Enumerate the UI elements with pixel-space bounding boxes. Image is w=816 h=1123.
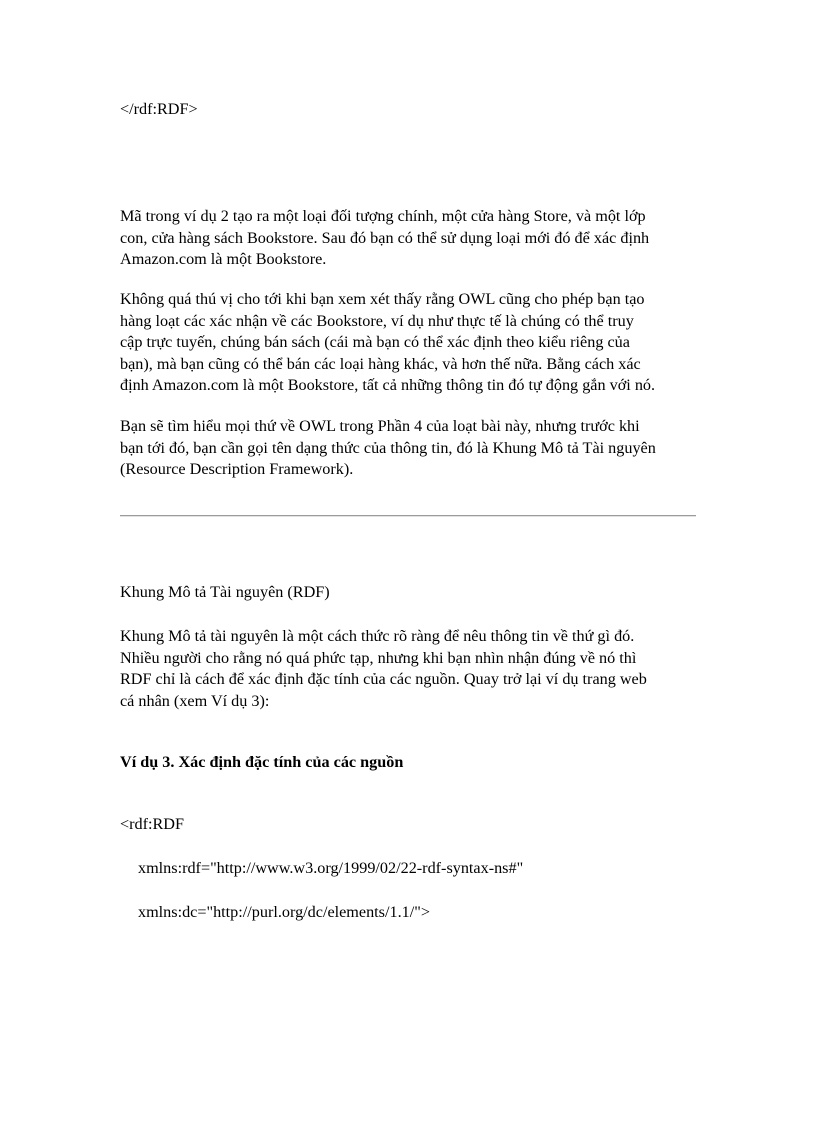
- code-rdf-open-tag: <rdf:RDF: [120, 815, 184, 833]
- paragraph-line: bạn), mà bạn cũng có thể bán các loại hàng khác, và hơn thế nữa. Bằng cách xác: [120, 354, 641, 373]
- paragraph-line: bạn tới đó, bạn cần gọi tên dạng thức của thông tin, đó là Khung Mô tả Tài nguyên: [120, 438, 656, 457]
- example-title: Ví dụ 3. Xác định đặc tính của các nguồn: [120, 753, 404, 771]
- code-xmlns-dc: xmlns:dc="http://purl.org/dc/elements/1.1/">: [138, 903, 430, 921]
- paragraph-line: cá nhân (xem Ví dụ 3):: [120, 691, 270, 710]
- paragraph-line: Nhiều người cho rằng nó quá phức tạp, nhưng khi bạn nhìn nhận đúng về nó thì: [120, 648, 637, 667]
- paragraph-line: Mã trong ví dụ 2 tạo ra một loại đối tượng chính, một cửa hàng Store, và một lớp: [120, 207, 646, 225]
- paragraph-line: cập trực tuyến, chúng bán sách (cái mà bạn có thể xác định theo kiểu riêng của: [120, 333, 630, 351]
- paragraph-line: Amazon.com là một Bookstore.: [120, 250, 327, 268]
- horizontal-rule: [120, 515, 696, 517]
- paragraph-owl-part4: [120, 416, 656, 481]
- section-heading-rdf: Khung Mô tả Tài nguyên (RDF): [120, 583, 330, 601]
- paragraph-line: RDF chỉ là cách để xác định đặc tính của các nguồn. Quay trở lại ví dụ trang web: [120, 670, 647, 688]
- paragraph-line: định Amazon.com là một Bookstore, tất cả những thông tin đó tự động gắn với nó.: [120, 376, 656, 394]
- paragraph-line: hàng loạt các xác nhận về các Bookstore, ví dụ như thực tế là chúng có thể truy: [120, 311, 634, 330]
- rdf-close-tag: </rdf:RDF>: [120, 100, 198, 118]
- paragraph-line: Không quá thú vị cho tới khi bạn xem xét thấy rằng OWL cũng cho phép bạn tạo: [120, 290, 645, 308]
- paragraph-rdf-description: [120, 626, 647, 712]
- paragraph-owl-assertions: [120, 289, 655, 397]
- paragraph-line: Bạn sẽ tìm hiểu mọi thứ về OWL trong Phần 4 của loạt bài này, nhưng trước khi: [120, 417, 640, 435]
- paragraph-line: (Resource Description Framework).: [120, 460, 354, 478]
- paragraph-line: Khung Mô tả tài nguyên là một cách thức rõ ràng để nêu thông tin về thứ gì đó.: [120, 627, 635, 645]
- code-xmlns-rdf: xmlns:rdf="http://www.w3.org/1999/02/22-rdf-syntax-ns#": [138, 859, 524, 877]
- paragraph-store-bookstore: [120, 206, 649, 271]
- paragraph-line: con, cửa hàng sách Bookstore. Sau đó bạn có thể sử dụng loại mới đó để xác định: [120, 228, 650, 247]
